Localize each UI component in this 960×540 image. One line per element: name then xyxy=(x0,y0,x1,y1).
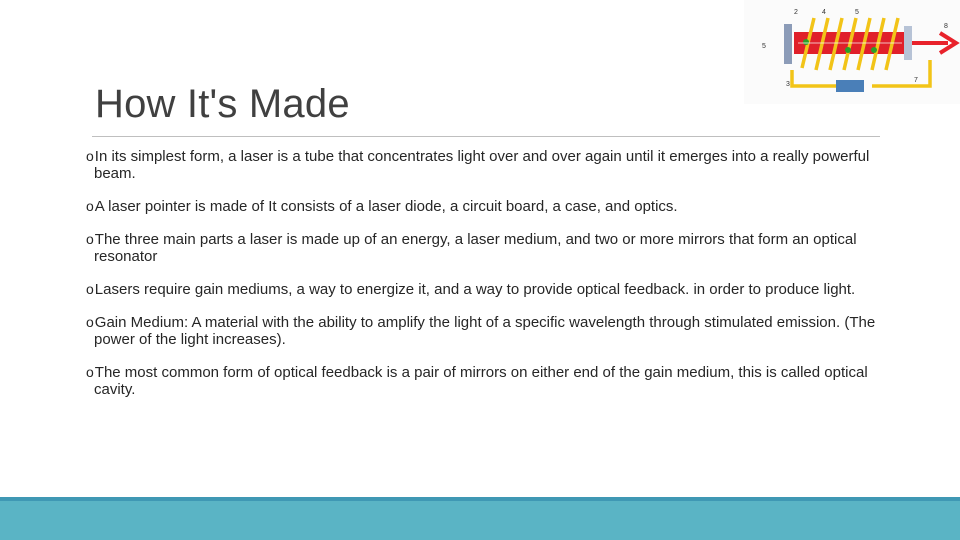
bullet-list xyxy=(86,148,886,398)
output-mirror xyxy=(904,26,912,60)
bullet-marker-icon: o xyxy=(86,364,94,380)
diagram-label: 8 xyxy=(944,23,948,30)
bullet-marker-icon: o xyxy=(86,198,94,214)
bullet-item xyxy=(86,314,886,348)
bullet-item xyxy=(86,148,886,182)
bullet-marker-icon: o xyxy=(86,314,94,330)
bullet-text: The three main parts a laser is made up of an energy, a laser medium, and two or more mirrors that form an optical resonator xyxy=(94,231,857,265)
footer-accent-edge xyxy=(0,497,960,501)
diagram-label: 3 xyxy=(786,81,790,88)
bullet-text: A laser pointer is made of It consists of a laser diode, a circuit board, a case, and optics. xyxy=(94,198,678,215)
bullet-item xyxy=(86,364,886,398)
bullet-item xyxy=(86,281,886,298)
title-divider xyxy=(92,136,880,137)
bullet-marker-icon: o xyxy=(86,148,94,164)
bullet-text: The most common form of optical feedback is a pair of mirrors on either end of the gain medium, this is called optical cavity. xyxy=(94,364,868,398)
diagram-label: 7 xyxy=(914,77,918,84)
laser-diagram xyxy=(744,0,960,104)
bullet-text: Lasers require gain mediums, a way to energize it, and a way to provide optical feedback. in order to produce light. xyxy=(94,281,856,298)
bullet-item xyxy=(86,231,886,265)
rear-mirror xyxy=(784,24,792,64)
bullet-marker-icon: o xyxy=(86,281,94,297)
bullet-item xyxy=(86,198,886,215)
diagram-label: 2 xyxy=(794,9,798,16)
diagram-label: 4 xyxy=(822,9,826,16)
footer-accent-bar xyxy=(0,497,960,540)
bullet-text: Gain Medium: A material with the ability to amplify the light of a specific wavelength through stimulated emission. (The power of the light increases). xyxy=(94,314,876,348)
bullet-text: In its simplest form, a laser is a tube that concentrates light over and over again until it emerges into a really powerful beam. xyxy=(94,148,870,182)
diagram-label: 5 xyxy=(855,9,859,16)
slide-title: How It's Made xyxy=(95,82,350,126)
diagram-label: 5 xyxy=(762,43,766,50)
power-source xyxy=(836,80,864,92)
bullet-marker-icon: o xyxy=(86,231,94,247)
